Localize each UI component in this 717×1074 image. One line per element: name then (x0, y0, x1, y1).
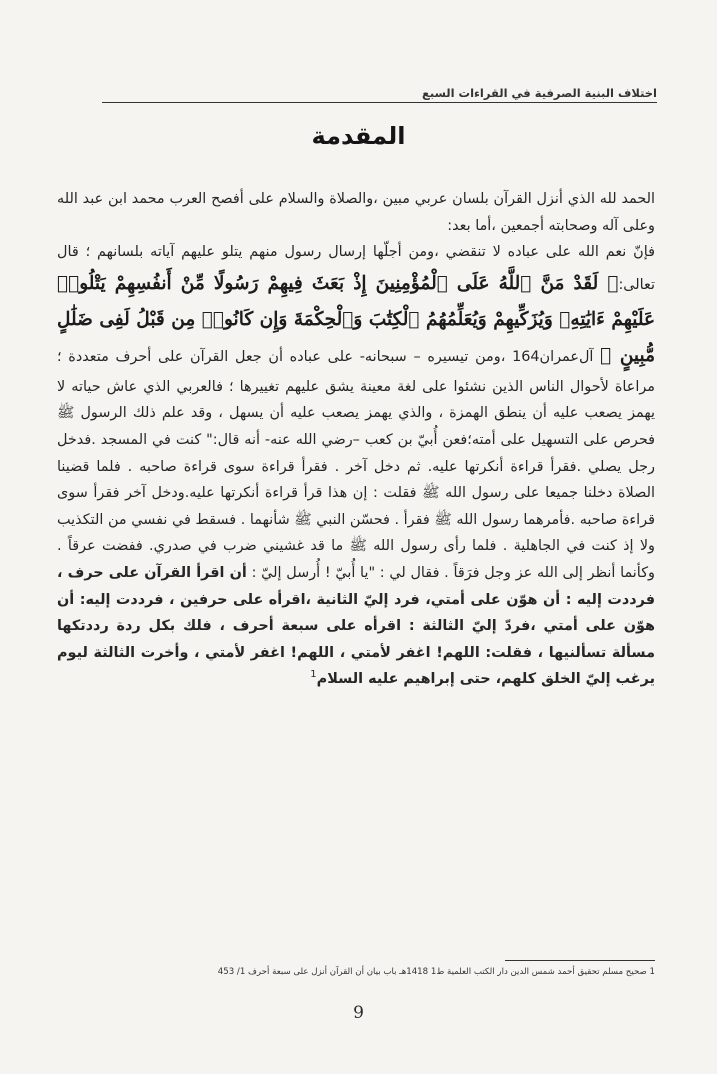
paragraph-continuation: آل‌عمران164 ،ومن تيسيره – سبحانه- على عباده أن جعل القرآن على أحرف متعددة ؛ مراعاة لأحوال الناس الذين نشئوا على لغة معينة يشق عليهم تغييرها ؛ فالعربي الذي عاش حياته لا يهمز يصعب عليه أن ينطق الهمزة ، والذي يهمز يصعب عليه أن يسهل ، وقد علم ذلك الرسول ﷺ فحرص على التسهيل على أمته؛فعن أُبيّ بن كعب –رضي الله عنه- أنه قال:" كنت في المسجد .فدخل رجل يصلي .فقرأ قراءة أنكرتها عليه. ثم دخل آخر . فقرأ قراءة سوى قراءة صاحبه . فلما قضينا الصلاة دخلنا جميعا على رسول الله ﷺ فقلت : إن هذا قرأ قراءة أنكرتها عليه.ودخل آخر فقرأ سوى قراءة صاحبه .فأمرهما رسول الله ﷺ فقرأ . فحسّن النبي ﷺ شأنهما . فسقط في نفسي من التكذيب ولا إذ كنت في الجاهلية . فلما رأى رسول الله ﷺ ما قد غشيني ضرب في صدري. ففضت عرقاً . وكأنما أنظر إلى الله عز وجل فرَقاً . فقال لي : "يا أُبيّ ! أُرسل إليّ : (57, 348, 655, 581)
footnote: 1 صحيح مسلم تحقيق أحمد شمس الدين دار الكتب العلمية ط1 1418هـ باب بيان أن القرآن أنزل على سبعة أحرف 1/ 453 (217, 967, 655, 977)
chapter-title: المقدمة (311, 122, 406, 150)
paragraph-intro: فإنّ نعم الله على عباده لا تنقضي ،ومن أجلّها إرسال رسول منهم يتلو عليهم آياته بلسانهم ؛ قال تعالى: (57, 244, 655, 293)
footnote-divider (505, 960, 655, 961)
footnote-reference[interactable]: 1 (310, 669, 317, 681)
page-number: 9 (353, 1003, 364, 1023)
main-paragraph (57, 239, 655, 693)
opening-paragraph: الحمد لله الذي أنزل القرآن بلسان عربي مبين ،والصلاة والسلام على أفصح العرب محمد ابن عبد الله وعلى آله وصحابته أجمعين ،أما بعد: (57, 191, 655, 234)
hadith-text: أن اقرأ القرآن على حرف ، فرددت إليه : أن هوّن على أمتي، فرد إليّ الثانية ،اقرأه على حرفين ، فرددت إليه: أن هوّن على أمتي ،فردّ إليّ الثالثة : اقرأه على سبعة أحرف ، فلك بكل ردة رددتكها مسألة تسألنيها ، فقلت: اللهم! اغفر لأمتي ، اللهم! اغفر لأمتي ، وأخرت الثالثة ليوم يرغب إليّ الخلق كلهم، حتى إبراهيم عليه السلام (57, 564, 655, 688)
quran-verse: ﴿ لَقَدْ مَنَّ ٱللَّهُ عَلَى ٱلْمُؤْمِنِينَ إِذْ بَعَثَ فِيهِمْ رَسُولًا مِّنْ أَنفُسِهِمْ يَتْلُوا۟ عَلَيْهِمْ ءَايَٰتِهِۦ وَيُزَكِّيهِمْ وَيُعَلِّمُهُمُ ٱلْكِتَٰبَ وَٱلْحِكْمَةَ وَإِن كَانُوا۟ مِن قَبْلُ لَفِى ضَلَٰلٍ مُّبِينٍ ﴾ (57, 272, 655, 366)
body-text (57, 186, 655, 693)
running-header: اختلاف البنية الصرفية في القراءات السبع (102, 86, 657, 103)
